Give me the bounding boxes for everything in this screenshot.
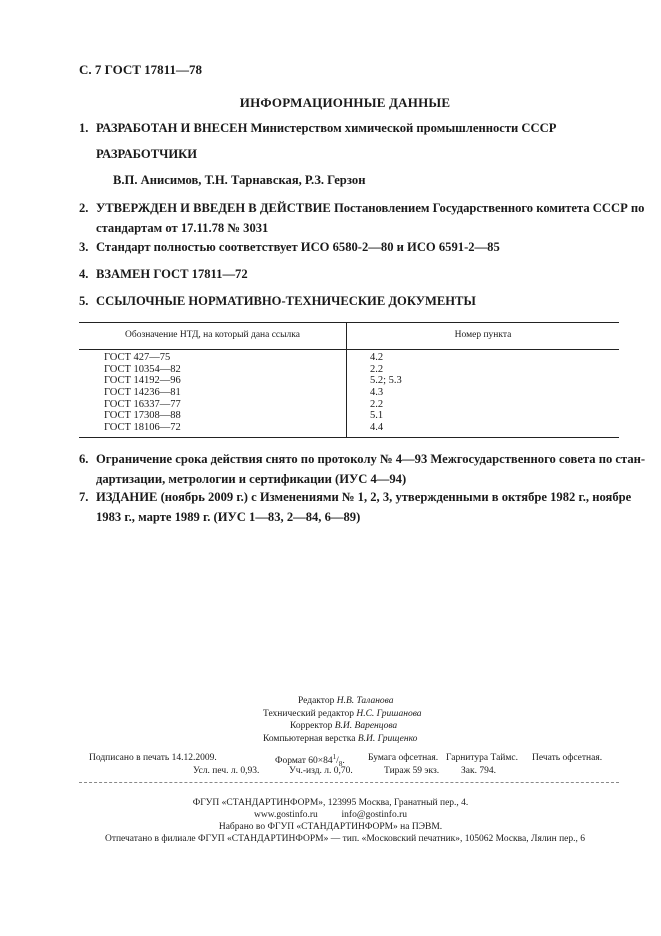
item-text: Стандарт полностью соответствует ИСО 6580-2—80 и ИСО 6591-2—85 — [96, 240, 500, 254]
imprint-sheets: Усл. печ. л. 0,93. — [193, 766, 260, 776]
staff-proofreader: Корректор В.И. Варенцова — [290, 721, 398, 731]
table-header-document: Обозначение НТД, на который дана ссылка — [125, 330, 300, 340]
footer-printed: Отпечатано в филиале ФГУП «СТАНДАРТИНФОРМ» — тип. «Московский печатник», 105062 Москва, Лялин пер., 6 — [104, 834, 586, 844]
footer-web: www.gostinfo.ru info@gostinfo.ru — [254, 810, 407, 820]
table-cell-doc: ГОСТ 10354—82 — [104, 363, 181, 375]
item-text: ССЫЛОЧНЫЕ НОРМАТИВНО-ТЕХНИЧЕСКИЕ ДОКУМЕНТЫ — [96, 294, 476, 308]
item-text-line1: УТВЕРЖДЕН И ВВЕДЕН В ДЕЙСТВИЕ Постановлением Государственного комитета СССР по — [96, 201, 645, 215]
table-cell-clause: 4.2 — [370, 352, 384, 363]
imprint-run: Тираж 59 экз. — [384, 766, 440, 776]
item-number: 1. — [79, 121, 89, 135]
item-text-line2: дартизации, метрологии и сертификации (ИУС 4—94) — [96, 472, 407, 486]
table-bottom-rule — [79, 437, 619, 438]
staff-editor: Редактор Н.В. Таланова — [298, 696, 394, 706]
table-cell-doc: ГОСТ 14192—96 — [104, 375, 181, 387]
info-item-7 — [79, 487, 631, 527]
table-cell-doc: ГОСТ 427—75 — [104, 352, 171, 363]
developers-label: РАЗРАБОТЧИКИ — [96, 147, 198, 161]
info-item-2 — [79, 198, 644, 238]
info-item-5 — [79, 291, 476, 311]
info-item-6 — [79, 449, 645, 489]
item-number: 6. — [79, 452, 89, 466]
imprint-font: Гарнитура Таймс. — [446, 753, 518, 763]
info-item-4 — [79, 264, 248, 284]
item-text-line1: Ограничение срока действия снято по протоколу № 4—93 Межгосударственного совета по стан- — [96, 452, 646, 466]
imprint-pub-sheets: Уч.-изд. л. 0,70. — [289, 766, 353, 776]
item-text-line2: стандартам от 17.11.78 № 3031 — [96, 221, 269, 235]
info-item-3 — [79, 237, 500, 257]
item-number: 5. — [79, 294, 89, 308]
item-number: 4. — [79, 267, 89, 281]
table-top-rule — [79, 322, 619, 323]
table-cell-doc: ГОСТ 17308—88 — [104, 410, 181, 422]
table-cell-clause: 4.4 — [370, 422, 384, 434]
table-column-documents — [104, 352, 181, 434]
page-header: С. 7 ГОСТ 17811—78 — [79, 62, 202, 77]
item-number: 7. — [79, 490, 89, 504]
table-cell-clause: 2.2 — [370, 398, 384, 410]
imprint-signed: Подписано в печать 14.12.2009. — [89, 753, 217, 763]
item-text-line2: 1983 г., марте 1989 г. (ИУС 1—83, 2—84, 6—89) — [96, 510, 361, 524]
imprint-paper: Бумага офсетная. — [368, 753, 439, 763]
table-cell-doc: ГОСТ 18106—72 — [104, 422, 181, 434]
developers-list: В.П. Анисимов, Т.Н. Тарнавская, Р.З. Герзон — [113, 173, 366, 187]
table-header-clause: Номер пункта — [454, 330, 512, 340]
item-text: РАЗРАБОТАН И ВНЕСЕН Министерством химической промышленности СССР — [96, 121, 557, 135]
item-number: 3. — [79, 240, 89, 254]
table-cell-clause: 2.2 — [370, 363, 384, 375]
footer-publisher: ФГУП «СТАНДАРТИНФОРМ», 123995 Москва, Гранатный пер., 4. — [192, 798, 469, 808]
imprint-format: Формат $60\times 84^1/_8$. — [275, 753, 345, 769]
staff-layout: Компьютерная верстка В.И. Грищенко — [263, 734, 418, 744]
item-text: ВЗАМЕН ГОСТ 17811—72 — [96, 267, 248, 281]
info-item-1 — [79, 118, 556, 138]
page-title: ИНФОРМАЦИОННЫЕ ДАННЫЕ — [239, 95, 451, 110]
item-number: 2. — [79, 201, 89, 215]
footer-typeset: Набрано во ФГУП «СТАНДАРТИНФОРМ» на ПЭВМ. — [218, 822, 443, 832]
imprint-print: Печать офсетная. — [532, 753, 603, 763]
table-header-rule — [79, 349, 619, 350]
imprint-order: Зак. 794. — [461, 766, 496, 776]
footer-divider — [79, 782, 619, 783]
item-text-line1: ИЗДАНИЕ (ноябрь 2009 г.) с Изменениями № 1, 2, 3, утвержденными в октябре 1982 г., ноябре — [96, 490, 632, 504]
table-column-clauses — [370, 352, 402, 434]
table-cell-doc: ГОСТ 16337—77 — [104, 398, 181, 410]
staff-tech-editor: Технический редактор Н.С. Гришанова — [263, 709, 422, 719]
table-cell-clause: 4.3 — [370, 387, 384, 399]
table-cell-clause: 5.1 — [370, 410, 384, 422]
table-cell-clause: 5.2; 5.3 — [370, 375, 402, 387]
table-cell-doc: ГОСТ 14236—81 — [104, 387, 181, 399]
